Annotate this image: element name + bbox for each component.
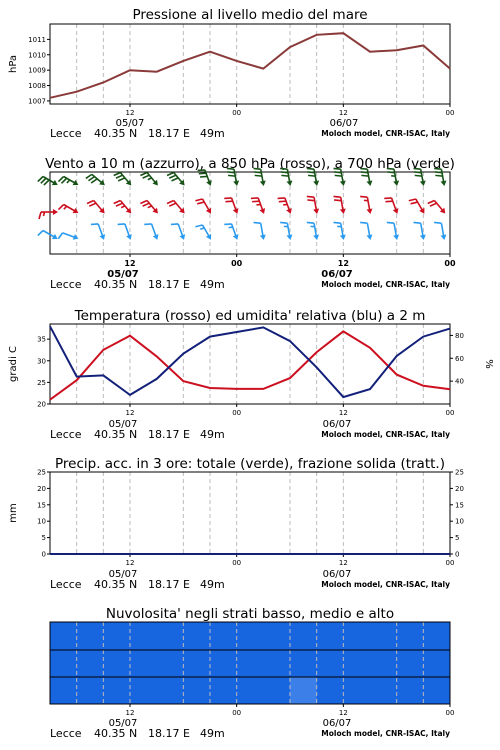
barb-feather [413, 168, 420, 169]
barb-feather [255, 175, 262, 176]
barb-feather [413, 222, 420, 223]
barb-head [340, 209, 346, 214]
barb-feather [360, 222, 367, 223]
wind-barb [434, 222, 446, 239]
source-label: Moloch model, CNR-ISAC, Italy [321, 430, 450, 439]
y-tick-label: 15 [37, 501, 46, 510]
humidity-line [50, 326, 450, 397]
cloud-panel [50, 606, 454, 740]
source-label: Moloch model, CNR-ISAC, Italy [321, 580, 450, 589]
location-lon: 18.17 E [148, 428, 190, 441]
date-label-1: 05/07 [108, 718, 138, 729]
barb-feather [278, 198, 285, 199]
wind-barb [333, 196, 345, 213]
barb-feather [167, 173, 174, 176]
x-tick-label: 12 [338, 109, 348, 117]
location-name: Lecce [50, 727, 82, 740]
wind-barb [195, 225, 211, 240]
barb-feather [140, 201, 147, 204]
date-label-1: 05/07 [108, 419, 138, 430]
barb-feather [172, 178, 179, 181]
location-name: Lecce [50, 428, 82, 441]
barb-feather [169, 175, 176, 178]
barb-feather [415, 175, 422, 176]
barb-feather [335, 175, 342, 176]
barb-head [420, 235, 426, 240]
wind-title: Vento a 10 m (azzurro), a 850 hPa (rosso), a 700 hPa (verde) [45, 156, 455, 172]
barb-feather [384, 198, 391, 199]
barb-feather [307, 172, 314, 173]
barb-feather [279, 201, 286, 202]
barb-feather [64, 206, 67, 209]
y-tick-label: 25 [37, 378, 46, 387]
barb-feather [387, 168, 394, 169]
barb-feather [434, 222, 441, 223]
wind-barb [307, 222, 319, 239]
location-lon: 18.17 E [148, 278, 190, 291]
barb-feather [409, 199, 416, 201]
barb-feather [121, 206, 125, 208]
temperature-panel [8, 308, 494, 441]
barb-feather [435, 172, 442, 173]
barb-feather [333, 168, 340, 169]
location-lon: 18.17 E [148, 578, 190, 591]
barb-feather [281, 175, 288, 176]
x-tick-label: 00 [445, 559, 455, 567]
barb-feather [198, 170, 205, 171]
barb-feather [334, 200, 341, 201]
barb-feather [307, 200, 314, 201]
barb-feather [435, 175, 442, 176]
barb-feather [387, 172, 394, 173]
wind-barb [409, 199, 425, 214]
barb-feather [227, 168, 234, 169]
barb-feather [360, 196, 367, 197]
y-tick-label: 0 [455, 550, 460, 559]
location-lon: 18.17 E [148, 127, 190, 140]
x-tick-label: 00 [232, 709, 242, 717]
x-tick-label: 12 [337, 259, 349, 268]
barb-feather [428, 201, 435, 204]
barb-head [441, 235, 447, 240]
date-label-1: 05/07 [108, 569, 138, 580]
y-tick-label: 0 [41, 550, 46, 559]
barb-feather [114, 201, 121, 204]
barb-feather [67, 180, 70, 183]
barb-feather [116, 175, 123, 178]
y-tick-label: 20 [455, 484, 464, 493]
barb-feather [200, 176, 207, 177]
barb-head [420, 181, 426, 186]
date-label-2: 06/07 [322, 419, 352, 430]
x-tick-label: 12 [125, 409, 135, 417]
barb-head [313, 209, 319, 214]
barb-feather [38, 231, 43, 236]
wind-barb [58, 177, 78, 186]
cloud-background [50, 622, 450, 704]
y-tick-label: 40 [455, 377, 464, 386]
location-elev: 49m [200, 727, 225, 740]
y-tick-label: 1007 [28, 97, 46, 106]
barb-head [287, 235, 293, 240]
barb-feather [61, 178, 66, 183]
x-tick-label: 00 [232, 409, 242, 417]
wind-barb [167, 201, 185, 214]
temperature-title: Temperatura (rosso) ed umidita' relativa (blu) a 2 m [74, 308, 426, 324]
barb-feather [224, 224, 231, 225]
barb-feather [360, 168, 367, 169]
pressure-ylabel: hPa [8, 54, 19, 74]
location-name: Lecce [50, 578, 82, 591]
barb-head [393, 181, 399, 186]
barb-feather [254, 172, 261, 173]
location-name: Lecce [50, 278, 82, 291]
barb-feather [334, 172, 341, 173]
barb-head [233, 181, 239, 186]
barb-feather [58, 233, 62, 239]
y-tick-label: 10 [455, 517, 464, 526]
y-tick-label: 1011 [28, 35, 46, 44]
barb-feather [58, 177, 63, 182]
barb-feather [227, 172, 234, 173]
barb-feather [169, 203, 176, 206]
wind-barb [144, 224, 158, 240]
y-tick-label: 1008 [28, 82, 46, 91]
x-tick-label: 00 [232, 109, 242, 117]
humidity-ylabel: % [483, 359, 494, 369]
barb-feather [144, 224, 151, 225]
date-label-2: 06/07 [321, 269, 353, 280]
barb-feather [88, 177, 94, 181]
wind-barb [39, 209, 58, 219]
barb-feather [199, 173, 206, 174]
location-lat: 40.35 N [94, 428, 138, 441]
barb-head [53, 209, 58, 215]
wind-barb [307, 196, 319, 213]
x-tick-label: 12 [125, 709, 135, 717]
wind-barb [360, 222, 372, 239]
y-tick-label: 80 [455, 331, 464, 340]
barb-head [393, 235, 399, 240]
y-tick-label: 15 [455, 501, 464, 510]
wind-barb [428, 201, 446, 214]
date-label-1: 05/07 [107, 269, 139, 280]
precipitation-title: Precip. acc. in 3 ore: totale (verde), frazione solida (tratt.) [55, 456, 445, 472]
barb-feather [116, 203, 123, 206]
barb-feather [91, 179, 97, 183]
y-tick-label: 1009 [28, 66, 46, 75]
barb-feather [44, 180, 49, 185]
barb-feather [87, 201, 94, 204]
wind-barb [140, 173, 158, 186]
x-tick-label: 00 [232, 559, 242, 567]
date-label-2: 06/07 [322, 718, 352, 729]
barb-feather [252, 201, 259, 202]
wind-barb [58, 233, 78, 240]
barb-feather [58, 205, 63, 210]
precipitation-frame [50, 472, 450, 554]
location-lat: 40.35 N [94, 727, 138, 740]
barb-feather [307, 196, 314, 197]
barb-feather [195, 225, 202, 227]
barb-head [313, 235, 319, 240]
location-lat: 40.35 N [94, 578, 138, 591]
barb-feather [118, 178, 125, 181]
x-tick-label: 00 [444, 259, 456, 268]
wind-barb [413, 222, 425, 239]
y-tick-label: 25 [37, 468, 46, 477]
wind-panel [38, 156, 456, 291]
location-elev: 49m [200, 127, 225, 140]
barb-feather [224, 198, 231, 199]
wind-barb [58, 205, 78, 214]
location-elev: 49m [200, 278, 225, 291]
wind-barb [140, 201, 158, 214]
wind-barb [360, 196, 372, 213]
cloud-cell [290, 677, 317, 704]
source-label: Moloch model, CNR-ISAC, Italy [321, 729, 450, 738]
y-tick-label: 20 [37, 484, 46, 493]
x-tick-label: 12 [125, 109, 135, 117]
pressure-panel [8, 7, 454, 140]
location-lat: 40.35 N [94, 278, 138, 291]
barb-head [340, 181, 346, 186]
barb-head [367, 209, 373, 214]
barb-feather [195, 199, 202, 201]
barb-feather [251, 198, 258, 199]
barb-feather [333, 196, 340, 197]
y-tick-label: 5 [41, 534, 46, 543]
x-tick-label: 12 [338, 409, 348, 417]
y-tick-label: 10 [37, 517, 46, 526]
barb-feather [333, 222, 340, 223]
y-tick-label: 20 [37, 400, 46, 409]
barb-head [260, 235, 266, 240]
barb-feather [148, 178, 152, 180]
pressure-title: Pressione al livello medio del mare [132, 7, 368, 23]
barb-feather [148, 206, 152, 208]
source-label: Moloch model, CNR-ISAC, Italy [321, 129, 450, 138]
barb-feather [171, 224, 178, 225]
cloud-title: Nuvolosita' negli strati basso, medio e alto [105, 606, 395, 622]
barb-feather [197, 202, 204, 204]
x-tick-label: 00 [231, 259, 243, 268]
y-tick-label: 25 [455, 468, 464, 477]
wind-barb [38, 177, 58, 186]
y-tick-label: 35 [37, 335, 46, 344]
barb-head [313, 181, 319, 186]
barb-feather [253, 222, 260, 223]
date-label-2: 06/07 [329, 118, 359, 129]
barb-feather [307, 222, 314, 223]
x-tick-label: 12 [338, 559, 348, 567]
barb-feather [253, 168, 260, 169]
barb-feather [143, 175, 150, 178]
wind-barb [195, 199, 211, 214]
precipitation-ylabel: mm [8, 503, 19, 523]
barb-head [340, 235, 346, 240]
barb-feather [280, 222, 287, 223]
wind-barb [167, 173, 185, 186]
barb-feather [361, 175, 368, 176]
barb-feather [308, 175, 315, 176]
barb-feather [167, 201, 174, 204]
barb-feather [89, 203, 96, 206]
wind-barb [87, 201, 105, 214]
location-elev: 49m [200, 578, 225, 591]
precipitation-panel [8, 456, 464, 591]
barb-head [441, 181, 447, 186]
barb-head [367, 181, 373, 186]
pressure-line [50, 33, 450, 98]
wind-barb [253, 222, 265, 239]
location-lat: 40.35 N [94, 127, 138, 140]
barb-feather [385, 201, 392, 202]
wind-barb [251, 198, 265, 214]
wind-barb [333, 222, 345, 239]
wind-barb [280, 222, 292, 239]
y-tick-label: 30 [37, 357, 46, 366]
barb-head [287, 181, 293, 186]
wind-barb [114, 201, 132, 214]
x-tick-label: 12 [338, 709, 348, 717]
source-label: Moloch model, CNR-ISAC, Italy [321, 280, 450, 289]
temperature-ylabel: gradi C [8, 346, 19, 382]
barb-feather [411, 202, 418, 204]
location-elev: 49m [200, 428, 225, 441]
barb-feather [38, 177, 43, 182]
x-tick-label: 00 [445, 109, 455, 117]
barb-feather [225, 201, 232, 202]
barb-feather [118, 224, 125, 225]
x-tick-label: 00 [445, 709, 455, 717]
x-tick-label: 12 [124, 259, 136, 268]
x-tick-label: 00 [445, 409, 455, 417]
barb-feather [414, 172, 421, 173]
barb-feather [361, 172, 368, 173]
barb-feather [228, 175, 235, 176]
barb-feather [140, 173, 147, 176]
barb-feather [143, 203, 150, 206]
barb-feather [200, 228, 204, 229]
y-tick-label: 1010 [28, 51, 46, 60]
barb-head [367, 235, 373, 240]
barb-feather [86, 174, 92, 178]
date-label-1: 05/07 [115, 118, 145, 129]
wind-frame [50, 172, 450, 254]
barb-feather [307, 168, 314, 169]
barb-feather [280, 168, 287, 169]
wind-barb [387, 222, 399, 239]
wind-barb [114, 173, 132, 186]
y-tick-label: 60 [455, 354, 464, 363]
barb-feather [91, 224, 98, 225]
barb-feather [387, 222, 394, 223]
barb-feather [281, 172, 288, 173]
barb-head [260, 181, 266, 186]
location-name: Lecce [50, 127, 82, 140]
date-label-2: 06/07 [322, 569, 352, 580]
barb-feather [114, 173, 121, 176]
location-lon: 18.17 E [148, 727, 190, 740]
barb-feather [430, 203, 437, 206]
x-tick-label: 12 [125, 559, 135, 567]
barb-feather [39, 212, 41, 219]
barb-feather [434, 168, 441, 169]
barb-feather [41, 178, 46, 183]
wind-barb [86, 174, 105, 185]
barb-feather [44, 212, 45, 216]
y-tick-label: 5 [455, 534, 460, 543]
wind-barb [38, 231, 58, 240]
